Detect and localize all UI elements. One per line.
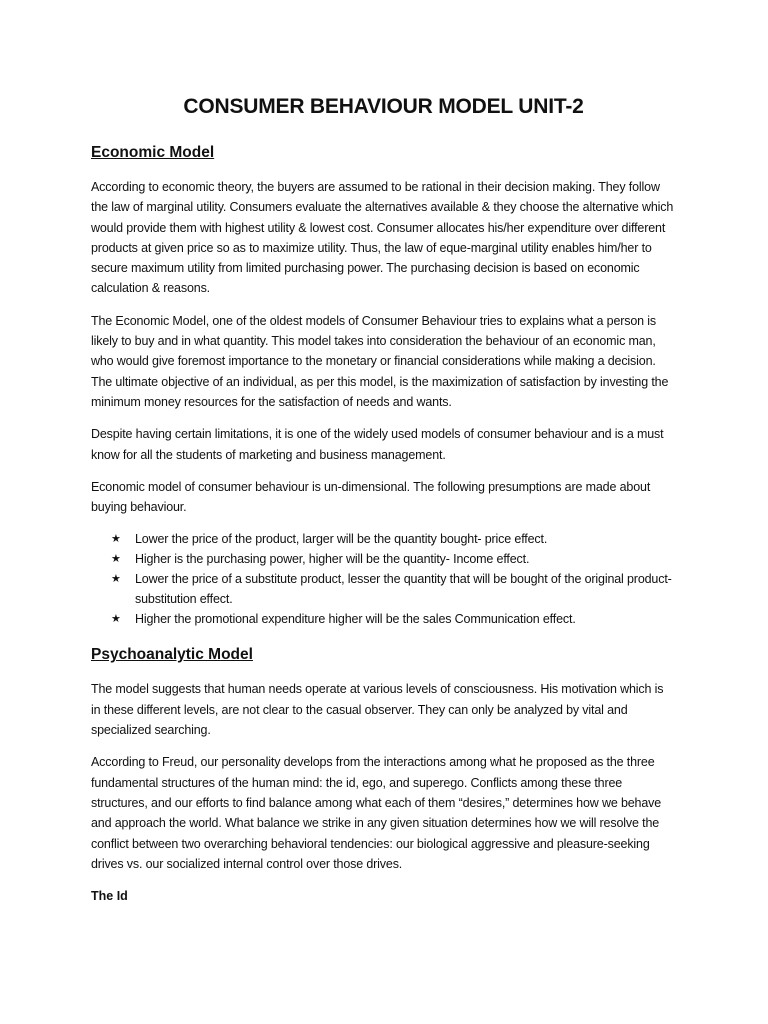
paragraph-economic-2: The Economic Model, one of the oldest models of Consumer Behaviour tries to explains what a person is likely to buy and in what quantity. This model takes into consideration the behaviour of an economic man, who would give foremost importance to the monetary or financial considerations while making a decision. The ultimate objective of an individual, as per this model, is the maximization of satisfaction by investing the minimum money resources for the satisfaction of needs and wants.: [91, 313, 669, 409]
list-item-text: Higher is the purchasing power, higher will be the quantity- Income effect.: [135, 552, 530, 567]
list-item-text: Higher the promotional expenditure higher will be the sales Communication effect.: [135, 612, 576, 627]
paragraph-economic-3: Despite having certain limitations, it is one of the widely used models of consumer behaviour and is a must know for all the students of marketing and business management.: [91, 427, 664, 462]
section-heading-psychoanalytic-model: Psychoanalytic Model: [91, 646, 253, 664]
paragraph-economic-1: According to economic theory, the buyers are assumed to be rational in their decision making. They follow the law of marginal utility. Consumers evaluate the alternatives available & they choose the alternative which would provide them with highest utility & lowest cost. Consumer allocates his/her expenditure over different products at given price so as to maximize utility. Thus, the law of eque-marginal utility enables him/her to secure maximum utility from limited purchasing power. The purchasing decision is based on economic calculation & reasons.: [91, 180, 674, 296]
list-item: [111, 529, 676, 549]
presumptions-list: [91, 529, 676, 629]
list-item-text: Lower the price of the product, larger will be the quantity bought- price effect.: [135, 532, 548, 547]
paragraph-psychoanalytic-2: According to Freud, our personality develops from the interactions among what he proposed as the three fundamental structures of the human mind: the id, ego, and superego. Conflicts among these three structures, and our efforts to find balance among what each of them “desires,” determines how we behave and approach the world. What balance we strike in any given situation determines how we will resolve the conflict between two overarching behavioral tendencies: our biological aggressive and pleasure-seeking drives vs. our socialized internal control over those drives.: [91, 755, 662, 871]
section-heading-economic-model: Economic Model: [91, 144, 215, 161]
list-item: [111, 569, 676, 609]
subheading-the-id: The Id: [91, 889, 128, 904]
list-item: [111, 549, 676, 569]
star-bullet-icon: ★: [111, 533, 121, 546]
star-bullet-icon: ★: [111, 553, 121, 566]
paragraph-economic-4: Economic model of consumer behaviour is un-dimensional. The following presumptions are made about buying behaviour.: [91, 479, 651, 515]
list-item: [111, 609, 676, 629]
list-item-text: Lower the price of a substitute product, lesser the quantity that will be bought of the original product- substitution effect.: [135, 572, 672, 607]
paragraph-psychoanalytic-1: The model suggests that human needs operate at various levels of consciousness. His motivation which is in these different levels, are not clear to the casual observer. They can only be analyzed by vital and specialized searching.: [91, 682, 664, 738]
star-bullet-icon: ★: [111, 573, 121, 586]
page-title: CONSUMER BEHAVIOUR MODEL UNIT-2: [183, 95, 584, 118]
star-bullet-icon: ★: [111, 613, 121, 626]
